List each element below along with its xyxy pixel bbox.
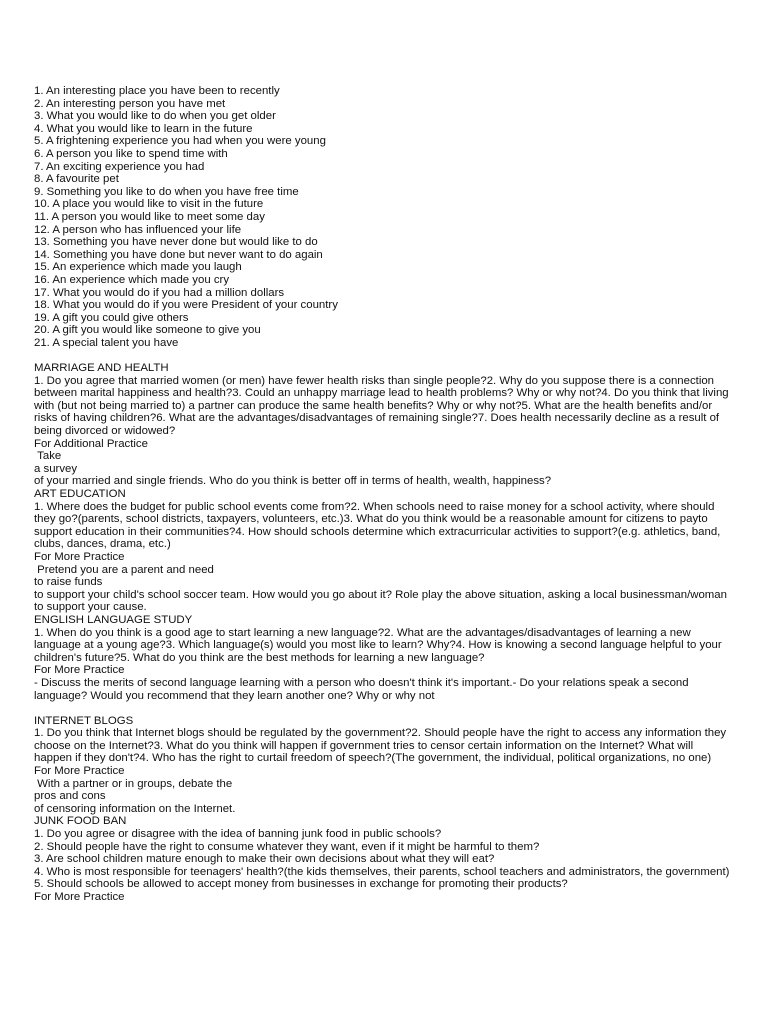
list-item: 13. Something you have never done but would like to do bbox=[34, 236, 318, 249]
section-heading: MARRIAGE AND HEALTH bbox=[34, 362, 169, 375]
list-item: 1. An interesting place you have been to recently bbox=[34, 85, 280, 97]
section-heading: ART EDUCATION bbox=[34, 488, 126, 500]
question-item: 2. Should people have the right to consume whatever they want, even if it might be harmful to them? bbox=[34, 840, 540, 853]
list-item: 8. A favourite pet bbox=[34, 173, 119, 186]
list-item: 5. A frightening experience you had when you were young bbox=[34, 135, 326, 148]
section-junk-food-ban bbox=[34, 815, 734, 903]
section-questions: 1. Do you agree that married women (or men) have fewer health risks than single people?2. Why do you suppose there is a connection between marital happiness and health?3. Could an unhappy marriage lead to health problems? Why or why not?4. Do you think that living with (but not being married to) a partner can produce the same health benefits? Why or why not?5. What are the health benefits and/or risks of having children?6. What are the advantages/disadvantages of remaining single?7. Does health necessarily decline as a result of being divorced or widowed? bbox=[34, 374, 729, 438]
list-item: 17. What you would do if you had a million dollars bbox=[34, 286, 285, 299]
list-item: 3. What you would like to do when you get older bbox=[34, 110, 276, 123]
question-item: 1. Do you agree or disagree with the idea of banning junk food in public schools? bbox=[34, 828, 442, 841]
practice-line: - Discuss the merits of second language learning with a person who doesn't think it's important.- Do your relations speak a second language? Would you recommend that they learn another one? Why or why not bbox=[34, 676, 689, 702]
topic-list bbox=[34, 85, 734, 349]
question-item: 4. Who is most responsible for teenagers' health?(the kids themselves, their parents, school teachers and administrators, the government) bbox=[34, 865, 730, 878]
list-item: 19. A gift you could give others bbox=[34, 311, 189, 324]
list-item: 18. What you would do if you were President of your country bbox=[34, 299, 338, 312]
section-heading: ENGLISH LANGUAGE STUDY bbox=[34, 613, 193, 626]
list-item: 10. A place you would like to visit in the future bbox=[34, 198, 264, 211]
section-heading: INTERNET BLOGS bbox=[34, 714, 134, 727]
practice-label: For More Practice bbox=[34, 664, 125, 677]
practice-line: to support your child's school soccer team. How would you go about it? Role play the above situation, asking a local businessman/woman to support your cause. bbox=[34, 588, 727, 614]
section-questions: 1. When do you think is a good age to start learning a new language?2. What are the advantages/disadvantages of learning a new language at a young age?3. Which language(s) would you most like to learn? Why?4. How is knowing a second language helpful to your children's future?5. What do you think are the best methods for learning a new language? bbox=[34, 626, 722, 664]
list-item: 11. A person you would like to meet some day bbox=[34, 210, 265, 223]
list-item: 7. An exciting experience you had bbox=[34, 160, 205, 173]
question-item: 3. Are school children mature enough to make their own decisions about what they will eat? bbox=[34, 853, 495, 866]
list-item: 16. An experience which made you cry bbox=[34, 273, 230, 286]
list-item: 9. Something you like to do when you have free time bbox=[34, 185, 299, 198]
section-heading: JUNK FOOD BAN bbox=[34, 815, 127, 828]
practice-line: With a partner or in groups, debate the bbox=[34, 777, 233, 790]
practice-line: pros and cons bbox=[34, 790, 106, 803]
section-art-education bbox=[34, 488, 734, 614]
practice-line: Pretend you are a parent and need bbox=[34, 563, 214, 576]
section-questions: 1. Do you think that Internet blogs should be regulated by the government?2. Should people have the right to access any information they choose on the Internet?3. What do you think will happen if government tries to censor certain information on the Internet? What will happen if they don't?4. Who has the right to curtail freedom of speech?(The government, the individual, political organizations, no one) bbox=[34, 727, 727, 765]
practice-line: to raise funds bbox=[34, 576, 103, 589]
list-item: 12. A person who has influenced your life bbox=[34, 223, 242, 236]
practice-label: For More Practice bbox=[34, 891, 125, 903]
practice-line: of censoring information on the Internet. bbox=[34, 802, 236, 815]
question-item: 5. Should schools be allowed to accept money from businesses in exchange for promoting their products? bbox=[34, 878, 568, 891]
list-item: 20. A gift you would like someone to give you bbox=[34, 324, 261, 337]
spacer bbox=[34, 702, 734, 715]
section-internet-blogs bbox=[34, 715, 734, 816]
practice-line: Take bbox=[34, 450, 62, 463]
practice-line: of your married and single friends. Who do you think is better off in terms of health, wealth, happiness? bbox=[34, 475, 552, 488]
list-item: 21. A special talent you have bbox=[34, 336, 179, 349]
section-marriage-health bbox=[34, 362, 734, 488]
spacer bbox=[34, 349, 734, 362]
practice-label: For More Practice bbox=[34, 765, 125, 778]
practice-label: For More Practice bbox=[34, 550, 125, 563]
document-body bbox=[34, 85, 734, 904]
practice-line: a survey bbox=[34, 462, 78, 475]
practice-label: For Additional Practice bbox=[34, 437, 148, 450]
list-item: 2. An interesting person you have met bbox=[34, 97, 226, 110]
list-item: 14. Something you have done but never want to do again bbox=[34, 248, 323, 261]
list-item: 6. A person you like to spend time with bbox=[34, 147, 228, 160]
section-questions: 1. Where does the budget for public school events come from?2. When schools need to raise money for a school activity, where should they go?(parents, school districts, taxpayers, volunteers, etc.)3. What do you think would be a reasonable amount for citizens to payto support education in their communities?4. How should schools determine which extracurricular activities to support?(e.g. athletics, band, clubs, dances, drama, etc.) bbox=[34, 500, 721, 551]
section-english-language-study bbox=[34, 614, 734, 702]
list-item: 4. What you would like to learn in the future bbox=[34, 122, 253, 135]
list-item: 15. An experience which made you laugh bbox=[34, 261, 242, 274]
